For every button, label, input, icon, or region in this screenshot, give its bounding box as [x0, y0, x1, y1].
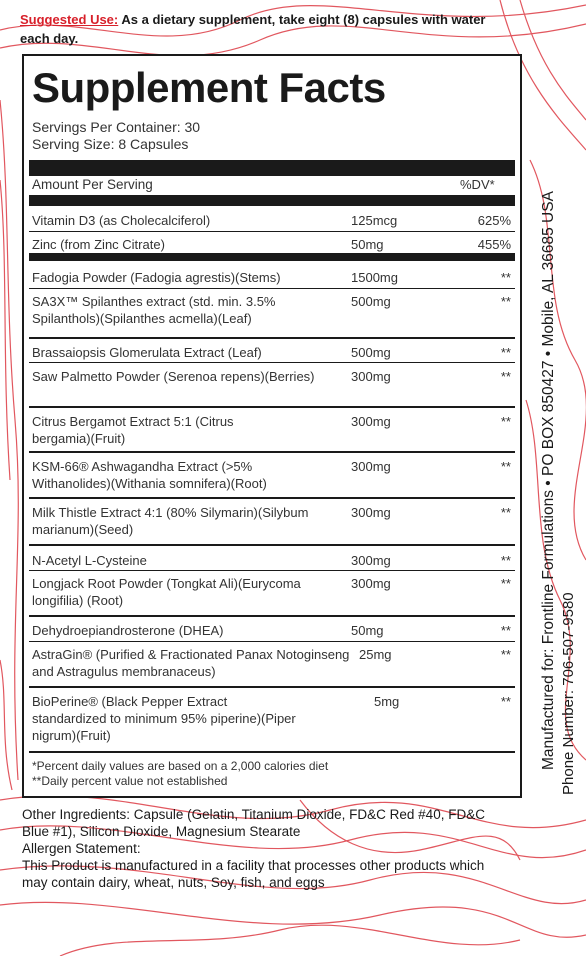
nutrient-dv: 625%: [477, 213, 511, 228]
nutrient-amount: 300mg: [351, 414, 391, 429]
nutrient-name: Zinc (from Zinc Citrate): [32, 237, 165, 252]
nutrient-dv: **: [500, 345, 511, 360]
nutrient-amount: 500mg: [351, 294, 391, 309]
nutrient-dv: **: [500, 647, 511, 662]
other-ingredients-section: [22, 806, 492, 891]
nutrient-amount: 300mg: [351, 505, 391, 520]
nutrient-amount: 5mg: [374, 694, 400, 709]
nutrient-amount: 300mg: [351, 576, 391, 591]
nutrient-dv: **: [500, 505, 511, 520]
nutrient-dv: **: [500, 270, 511, 285]
nutrient-amount: 50mg: [351, 237, 384, 252]
panel-title: Supplement Facts: [32, 64, 386, 111]
nutrient-name: Brassaiopsis Glomerulata Extract (Leaf): [32, 345, 262, 360]
nutrient-name: AstraGin® (Purified & Fractionated Panax Notoginseng and Astragulus membranaceus): [32, 647, 350, 679]
row-divider: [29, 615, 515, 617]
nutrient-name: SA3X™ Spilanthes extract (std. min. 3.5% Spilanthols)(Spilanthes acmella)(Leaf): [32, 294, 276, 326]
other-ingredients: Other Ingredients: Capsule (Gelatin, Titanium Dioxide, FD&C Red #40, FD&C Blue #1), Silicon Dioxide, Magnesium Stearate: [22, 807, 485, 839]
nutrient-name: Citrus Bergamot Extract 5:1 (Citrus bergamia)(Fruit): [32, 414, 234, 446]
nutrient-dv: **: [500, 294, 511, 309]
suggested-use-text: As a dietary supplement, take eight (8) capsules with water each day.: [20, 12, 486, 46]
nutrient-name: N-Acetyl L-Cysteine: [32, 553, 147, 568]
nutrient-name: BioPerine® (Black Pepper Extract standardized to minimum 95% piperine)(Piper nigrum)(Fruit): [32, 694, 296, 743]
servings-per-container: Servings Per Container: 30: [32, 119, 201, 135]
nutrient-amount: 125mcg: [351, 213, 398, 228]
thick-divider: [29, 253, 515, 261]
nutrient-name: Vitamin D3 (as Cholecalciferol): [32, 213, 211, 228]
dv-header: %DV*: [460, 177, 495, 192]
row-divider: [29, 231, 515, 232]
supplement-facts-panel: [22, 54, 522, 798]
phone-number: Phone Number: 706-507-9580: [560, 592, 577, 795]
row-divider: [29, 288, 515, 289]
nutrient-amount: 300mg: [351, 369, 391, 384]
nutrient-name: KSM-66® Ashwagandha Extract (>5% Withanolides)(Withania somnifera)(Root): [32, 459, 267, 491]
row-divider: [29, 641, 515, 642]
allergen-label: Allergen Statement:: [22, 841, 141, 856]
nutrient-dv: **: [500, 694, 511, 709]
nutrient-dv: **: [500, 369, 511, 384]
nutrient-amount: 50mg: [351, 623, 384, 638]
nutrient-name: Fadogia Powder (Fadogia agrestis)(Stems): [32, 270, 281, 285]
serving-size: Serving Size: 8 Capsules: [32, 136, 189, 152]
nutrient-dv: **: [500, 576, 511, 591]
thick-divider: [29, 160, 515, 176]
nutrient-dv: **: [500, 414, 511, 429]
row-divider: [29, 497, 515, 499]
allergen-text: This Product is manufactured in a facility that processes other products which may contain dairy, wheat, nuts, Soy, fish, and eggs: [22, 858, 485, 890]
thick-divider: [29, 195, 515, 206]
row-divider: [29, 751, 515, 753]
nutrient-dv: 455%: [477, 237, 511, 252]
nutrient-dv: **: [500, 553, 511, 568]
row-divider: [29, 570, 515, 571]
nutrient-amount: 300mg: [351, 553, 391, 568]
nutrient-amount: 1500mg: [351, 270, 398, 285]
nutrient-dv: **: [500, 623, 511, 638]
nutrient-amount: 500mg: [351, 345, 391, 360]
row-divider: [29, 686, 515, 688]
suggested-use-label: Suggested Use:: [20, 12, 119, 27]
nutrient-name: Longjack Root Powder (Tongkat Ali)(Eurycoma longifilia) (Root): [32, 576, 301, 608]
row-divider: [29, 406, 515, 408]
nutrient-name: Milk Thistle Extract 4:1 (80% Silymarin)(Silybum marianum)(Seed): [32, 505, 309, 537]
nutrient-amount: 25mg: [359, 647, 392, 662]
nutrient-dv: **: [500, 459, 511, 474]
row-divider: [29, 362, 515, 363]
amount-per-serving-header: Amount Per Serving: [32, 177, 153, 192]
suggested-use: [20, 10, 500, 48]
row-divider: [29, 337, 515, 339]
nutrient-name: Saw Palmetto Powder (Serenoa repens)(Berries): [32, 369, 315, 384]
footnote-not-established: **Daily percent value not established: [32, 774, 228, 788]
manufacturer-text: Manufactured for: Frontline Formulations • PO BOX 850427 • Mobile, AL 36685 USA: [540, 191, 557, 770]
nutrient-name: Dehydroepiandrosterone (DHEA): [32, 623, 224, 638]
row-divider: [29, 451, 515, 453]
nutrient-amount: 300mg: [351, 459, 391, 474]
footnote-dv: *Percent daily values are based on a 2,000 calories diet: [32, 759, 329, 773]
row-divider: [29, 544, 515, 546]
